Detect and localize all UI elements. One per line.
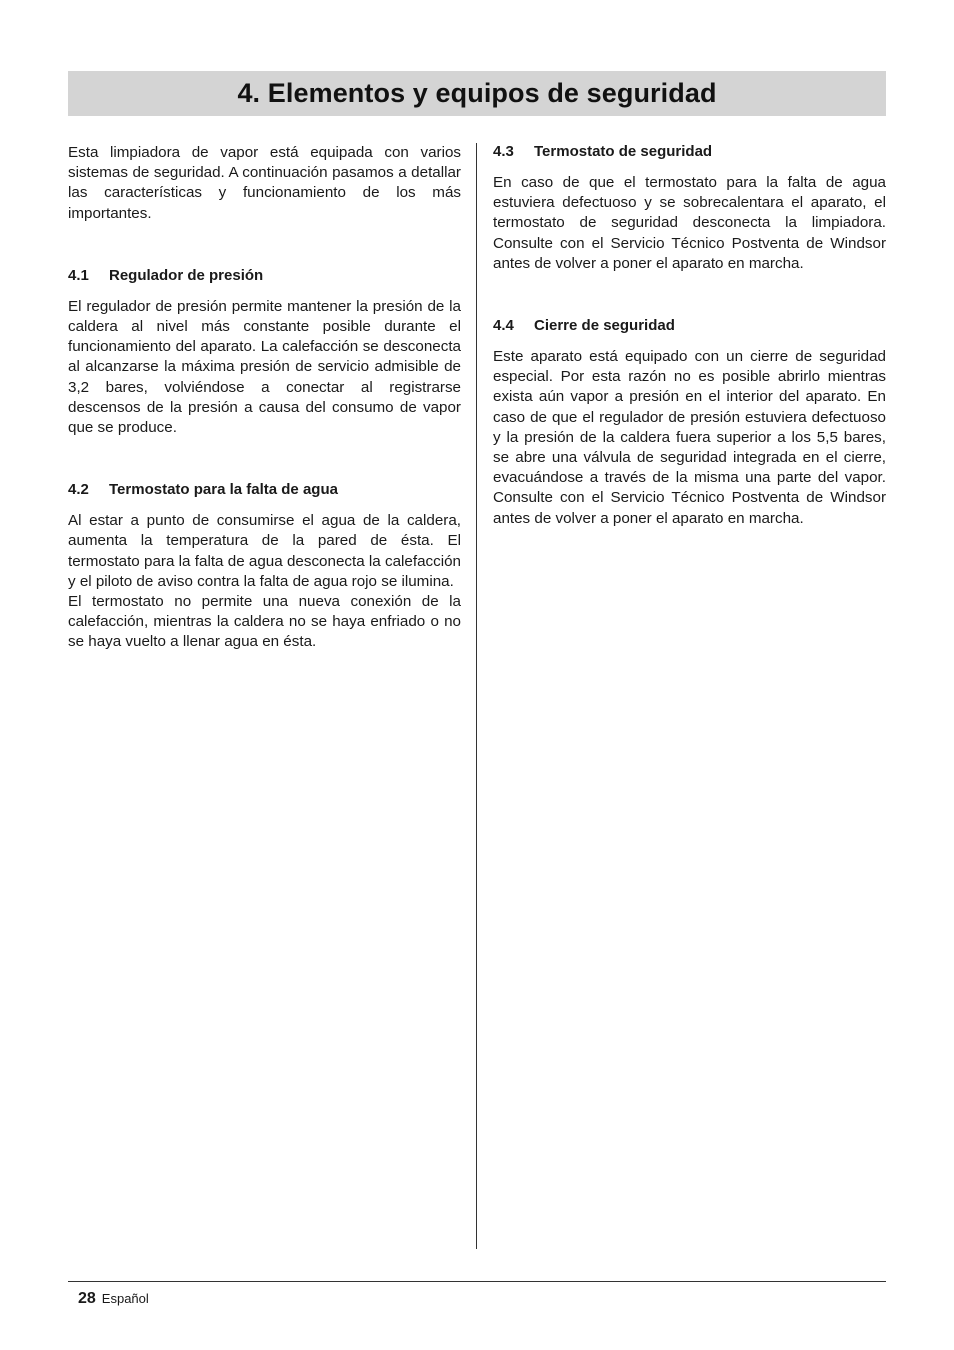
section-number: 4.1 xyxy=(68,266,89,284)
section-body-4-4: Este aparato está equipado con un cierre de seguridad especial. Por esta razón no es posible abrirlo mientras exista aún vapor a presión en el interior del aparato. En caso de que el regulador de presión estuviera defectuoso y la presión de la caldera fuera superior a los 5,5 bares, se abre una válvula de seguridad integrada en el cierre, evacuándose a través de la misma una parte del vapor. Consulte con el Servicio Técnico Postventa de Windsor antes de volver a poner el aparato en marcha. xyxy=(493,348,886,527)
section-body-4-2-continued: El termostato no permite una nueva conexión de la calefacción, mientras la caldera no se haya enfriado o no se haya vuelto a llenar agua en ésta. xyxy=(68,593,461,651)
section-number: 4.3 xyxy=(493,143,514,160)
footer-language: Español xyxy=(101,1291,149,1306)
left-column xyxy=(68,143,461,653)
section-heading-4-3 xyxy=(493,142,886,162)
page-number: 28 xyxy=(78,1290,96,1307)
section-heading-4-1 xyxy=(68,266,461,286)
column-divider xyxy=(476,143,477,1249)
section-title: Regulador de presión xyxy=(109,266,264,284)
section-heading-4-2 xyxy=(68,480,461,500)
section-heading-4-4 xyxy=(493,316,886,336)
intro-paragraph: Esta limpiadora de vapor está equipada con varios sistemas de seguridad. A continuación pasamos a detallar las características y funcionamiento de los más importantes. xyxy=(68,144,461,222)
section-title: Cierre de seguridad xyxy=(534,317,675,335)
right-column xyxy=(493,143,886,529)
section-number: 4.4 xyxy=(493,317,514,335)
section-body-4-2: Al estar a punto de consumirse el agua de la caldera, aumenta la temperatura de la pared de ésta. El termostato para la falta de agua desconecta la calefacción y el piloto de aviso contra la falta de agua rojo se ilumina. xyxy=(68,512,461,590)
section-number: 4.2 xyxy=(68,481,89,499)
footer-divider xyxy=(68,1281,886,1282)
section-body-4-3: En caso de que el termostato para la falta de agua estuviera defectuoso y se sobrecalentara el aparato, el termostato de seguridad desconecta la limpiadora. Consulte con el Servicio Técnico Postventa de Windsor antes de volver a poner el aparato en marcha. xyxy=(493,174,886,272)
section-title: Termostato de seguridad xyxy=(534,143,713,160)
section-title: Termostato para la falta de agua xyxy=(109,481,338,499)
section-body-4-1: El regulador de presión permite mantener la presión de la caldera al nivel más constante posible durante el funcionamiento del aparato. La calefacción se desconecta al alcanzarse la máxima presión de servicio admisible de 3,2 bares, volviéndose a conectar al registrarse descensos de la presión a causa del consumo de vapor que se produce. xyxy=(68,297,461,437)
page-title: 4. Elementos y equipos de seguridad xyxy=(237,78,717,108)
page-footer xyxy=(78,1289,149,1309)
title-banner xyxy=(68,71,886,116)
